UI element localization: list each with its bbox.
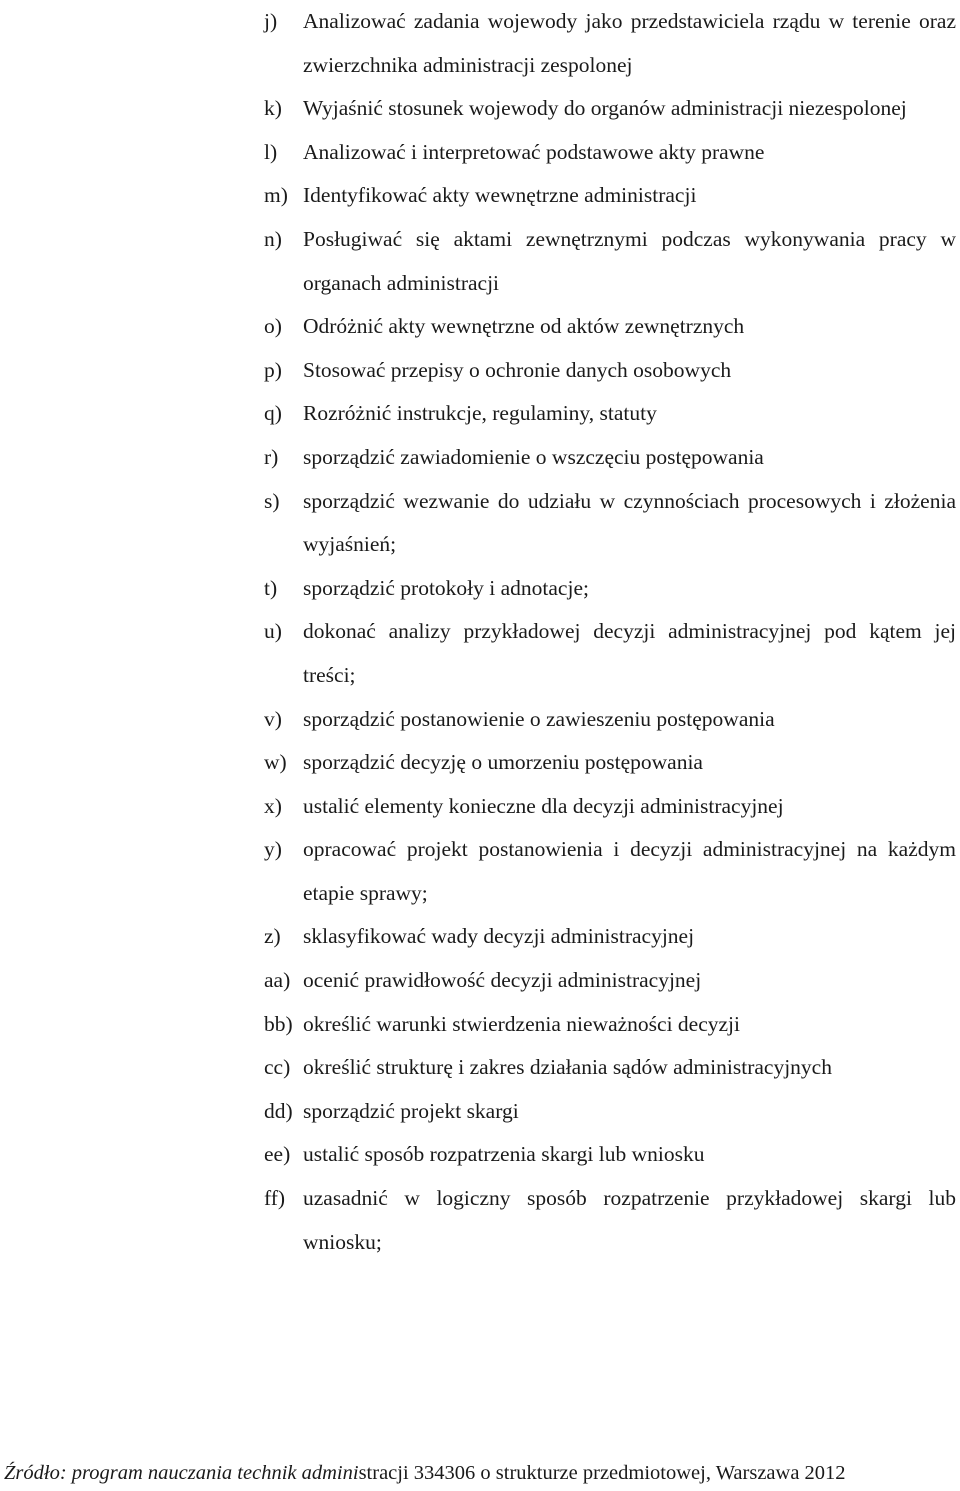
list-item bbox=[264, 480, 956, 567]
list-item bbox=[264, 610, 956, 697]
list-item-marker: n) bbox=[264, 226, 282, 251]
competency-list bbox=[264, 0, 956, 1264]
list-item-text: sporządzić decyzję o umorzeniu postępowania bbox=[303, 750, 703, 775]
list-item-marker: ee) bbox=[264, 1142, 291, 1167]
list-item-text: sklasyfikować wady decyzji administracyjnej bbox=[303, 924, 695, 949]
list-item bbox=[264, 959, 956, 1003]
list-item-marker: u) bbox=[264, 619, 282, 644]
list-item bbox=[264, 392, 956, 436]
list-item bbox=[264, 349, 956, 393]
list-item-marker: t) bbox=[264, 575, 278, 600]
list-item bbox=[264, 0, 956, 87]
list-item-text: opracować projekt postanowienia i decyzji administracyjnej na każdym etapie sprawy; bbox=[303, 837, 956, 905]
list-item-text: Wyjaśnić stosunek wojewody do organów administracji niezespolonej bbox=[303, 96, 907, 121]
list-item-text: Stosować przepisy o ochronie danych osobowych bbox=[303, 357, 732, 382]
list-item-marker: m) bbox=[264, 183, 288, 208]
list-item bbox=[264, 131, 956, 175]
list-item-text: sporządzić projekt skargi bbox=[303, 1098, 519, 1123]
list-item-marker: bb) bbox=[264, 1011, 293, 1036]
list-item-marker: w) bbox=[264, 750, 287, 775]
list-item-text: Analizować zadania wojewody jako przedstawiciela rządu w terenie oraz zwierzchnika administracji zespolonej bbox=[303, 9, 956, 77]
list-item-marker: j) bbox=[264, 9, 278, 33]
list-item bbox=[264, 1133, 956, 1177]
list-item-text: określić strukturę i zakres działania sądów administracyjnych bbox=[303, 1055, 832, 1080]
list-item-text: uzasadnić w logiczny sposób rozpatrzenie przykładowej skargi lub wniosku; bbox=[303, 1186, 956, 1254]
list-item-marker: dd) bbox=[264, 1098, 293, 1123]
source-footnote bbox=[4, 1459, 960, 1487]
list-item bbox=[264, 1046, 956, 1090]
list-item bbox=[264, 698, 956, 742]
list-item-marker: l) bbox=[264, 139, 278, 164]
list-item bbox=[264, 1090, 956, 1134]
list-item-text: Posługiwać się aktami zewnętrznymi podczas wykonywania pracy w organach administracji bbox=[303, 226, 956, 295]
list-item-text: sporządzić protokoły i adnotacje; bbox=[303, 575, 589, 600]
list-item-marker: cc) bbox=[264, 1055, 291, 1080]
list-item bbox=[264, 1003, 956, 1047]
list-item-text: ustalić elementy konieczne dla decyzji administracyjnej bbox=[303, 793, 784, 818]
list-item bbox=[264, 785, 956, 829]
list-item-marker: x) bbox=[264, 793, 282, 818]
list-item bbox=[264, 915, 956, 959]
list-item bbox=[264, 741, 956, 785]
list-item bbox=[264, 567, 956, 611]
list-item bbox=[264, 828, 956, 915]
list-item-text: Rozróżnić instrukcje, regulaminy, statuty bbox=[303, 401, 657, 426]
list-item-marker: p) bbox=[264, 357, 282, 382]
footnote-source-text: stracji 334306 o strukturze przedmiotowej, Warszawa 2012 bbox=[358, 1462, 846, 1484]
list-item-text: sporządzić wezwanie do udziału w czynnościach procesowych i złożenia wyjaśnień; bbox=[303, 488, 956, 557]
list-item-text: Analizować i interpretować podstawowe akty prawne bbox=[303, 139, 765, 164]
list-item-text: dokonać analizy przykładowej decyzji administracyjnej pod kątem jej treści; bbox=[303, 619, 956, 687]
list-item bbox=[264, 305, 956, 349]
list-item bbox=[264, 174, 956, 218]
list-item-text: sporządzić postanowienie o zawieszeniu postępowania bbox=[303, 706, 775, 731]
list-item-marker: q) bbox=[264, 401, 282, 426]
list-item-marker: v) bbox=[264, 706, 282, 731]
footnote-source-label: Źródło: program nauczania technik admini bbox=[4, 1462, 359, 1484]
list-item bbox=[264, 218, 956, 305]
list-item-marker: aa) bbox=[264, 968, 291, 993]
list-item-text: Identyfikować akty wewnętrzne administracji bbox=[303, 183, 697, 208]
list-item-marker: y) bbox=[264, 837, 282, 862]
list-item-text: sporządzić zawiadomienie o wszczęciu postępowania bbox=[303, 444, 764, 469]
list-item-text: ustalić sposób rozpatrzenia skargi lub wniosku bbox=[303, 1142, 705, 1167]
list-item-text: Odróżnić akty wewnętrzne od aktów zewnętrznych bbox=[303, 314, 745, 339]
list-item bbox=[264, 436, 956, 480]
list-item-marker: z) bbox=[264, 924, 281, 949]
list-item bbox=[264, 1177, 956, 1264]
list-item-marker: ff) bbox=[264, 1186, 286, 1211]
list-item-marker: k) bbox=[264, 96, 282, 121]
list-item-marker: r) bbox=[264, 444, 279, 469]
list-item-marker: s) bbox=[264, 488, 280, 513]
list-item-text: ocenić prawidłowość decyzji administracyjnej bbox=[303, 968, 702, 993]
list-item-marker: o) bbox=[264, 314, 282, 339]
list-item bbox=[264, 87, 956, 131]
list-item-text: określić warunki stwierdzenia nieważności decyzji bbox=[303, 1011, 740, 1036]
